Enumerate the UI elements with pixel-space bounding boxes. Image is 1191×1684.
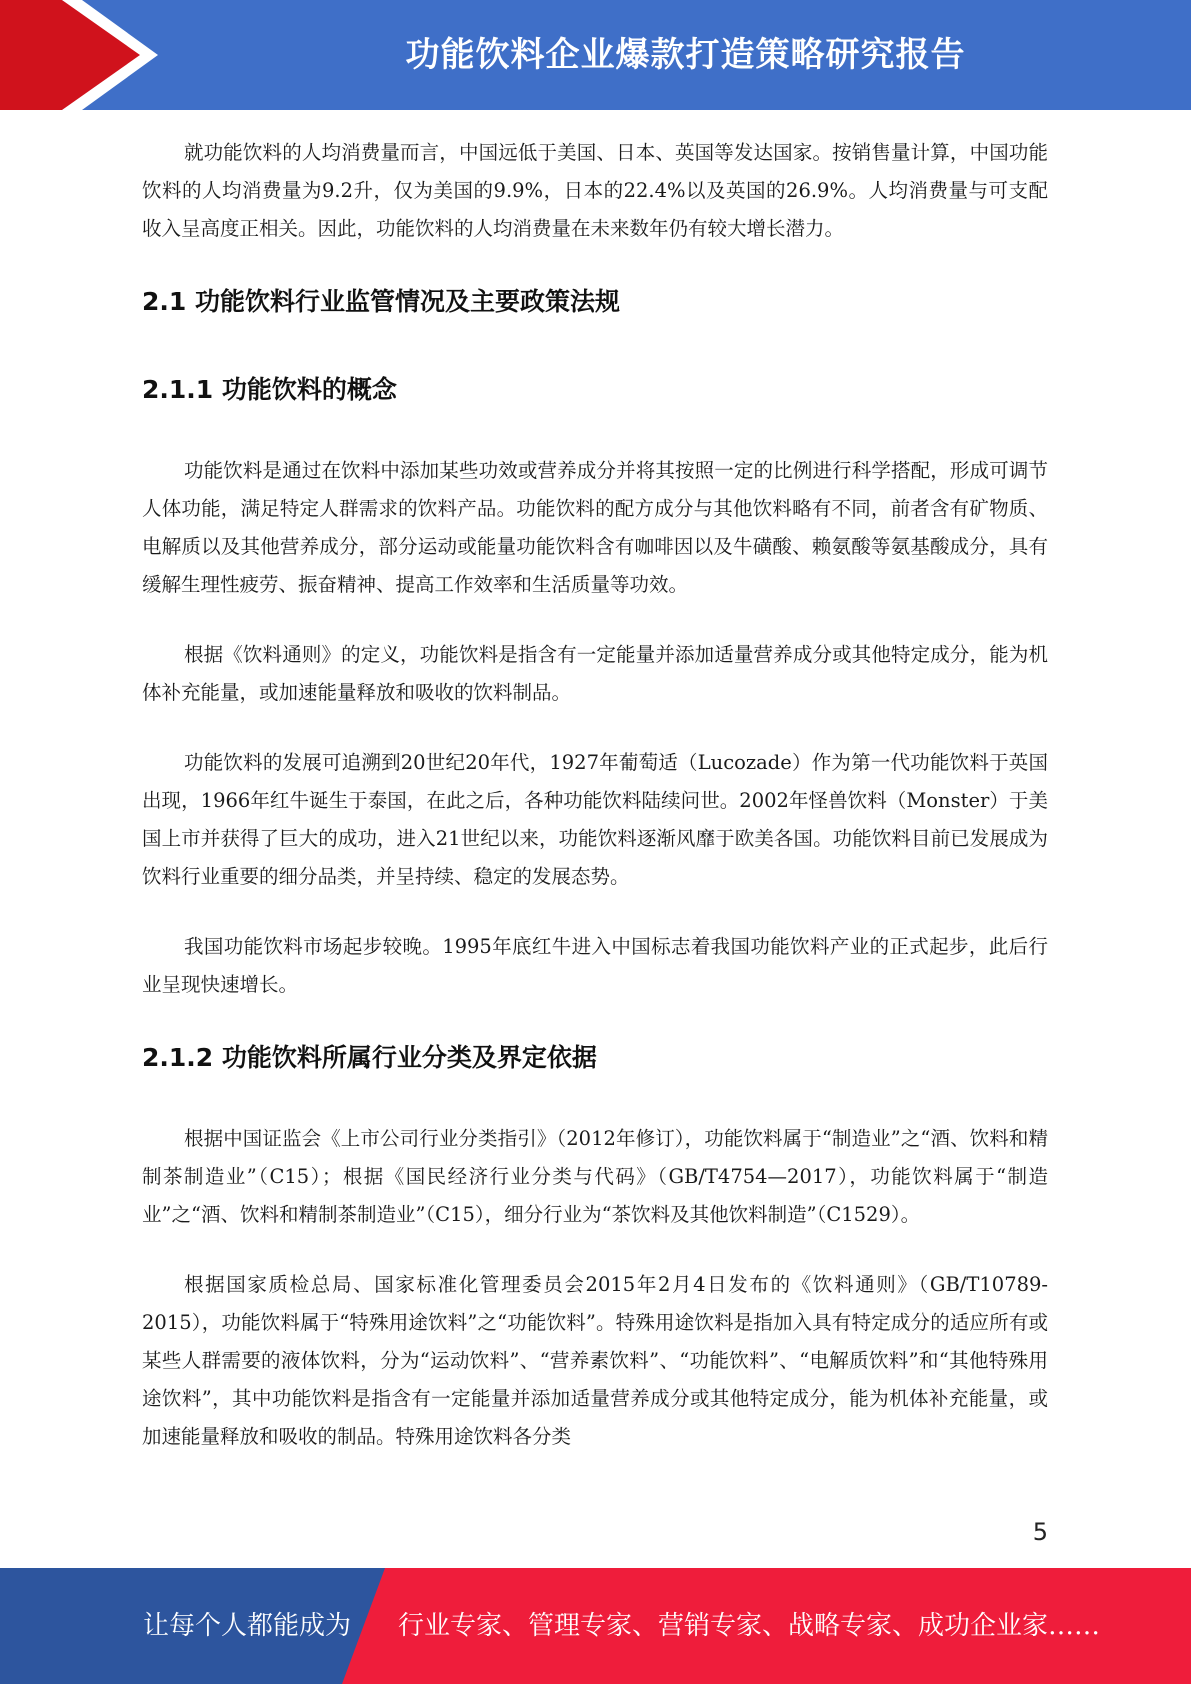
paragraph: 我国功能饮料市场起步较晚。1995年底红牛进入中国标志着我国功能饮料产业的正式起步，此后行业呈现快速增长。 [142, 935, 1048, 996]
footer-slogan-left: 让每个人都能成为 [143, 1611, 352, 1641]
header-banner [0, 0, 1191, 110]
footer-slogan-right: 行业专家、管理专家、营销专家、战略专家、成功企业家…… [398, 1611, 1101, 1641]
footer-banner [0, 1568, 1191, 1684]
section-heading-2-1-1: 2.1.1 功能饮料的概念 [142, 375, 397, 404]
paragraph: 根据中国证监会《上市公司行业分类指引》（2012年修订），功能饮料属于“制造业”之“酒、饮料和精制茶制造业”（C15）；根据《国民经济行业分类与代码》（GB/T4754—2017），功能饮料属于“制造业”之“酒、饮料和精制茶制造业”（C15），细分行业为“茶饮料及其他饮料制造”（C1529）。 [142, 1127, 1048, 1226]
paragraph: 根据《饮料通则》的定义，功能饮料是指含有一定能量并添加适量营养成分或其他特定成分，能为机体补充能量，或加速能量释放和吸收的饮料制品。 [142, 643, 1048, 704]
header-red-block [0, 0, 150, 110]
paragraph: 根据国家质检总局、国家标准化管理委员会2015年2月4日发布的《饮料通则》（GB/T10789-2015），功能饮料属于“特殊用途饮料”之“功能饮料”。特殊用途饮料是指加入具有特定成分的适应所有或某些人群需要的液体饮料，分为“运动饮料”、“营养素饮料”、“功能饮料”、“电解质饮料”和“其他特殊用途饮料”，其中功能饮料是指含有一定能量并添加适量营养成分或其他特定成分，能为机体补充能量，或加速能量释放和吸收的制品。特殊用途饮料各分类 [142, 1273, 1048, 1448]
page-number: 5 [1032, 1518, 1048, 1546]
paragraph: 功能饮料的发展可追溯到20世纪20年代，1927年葡萄适（Lucozade）作为第一代功能饮料于英国出现，1966年红牛诞生于泰国，在此之后，各种功能饮料陆续问世。2002年怪兽饮料（Monster）于美国上市并获得了巨大的成功，进入21世纪以来，功能饮料逐渐风靡于欧美各国。功能饮料目前已发展成为饮料行业重要的细分品类，并呈持续、稳定的发展态势。 [142, 751, 1049, 888]
section-heading-2-1-2: 2.1.2 功能饮料所属行业分类及界定依据 [142, 1043, 597, 1072]
document-body [142, 134, 1048, 1456]
paragraph: 功能饮料是通过在饮料中添加某些功效或营养成分并将其按照一定的比例进行科学搭配，形成可调节人体功能，满足特定人群需求的饮料产品。功能饮料的配方成分与其他饮料略有不同，前者含有矿物质、电解质以及其他营养成分，部分运动或能量功能饮料含有咖啡因以及牛磺酸、赖氨酸等氨基酸成分，具有缓解生理性疲劳、振奋精神、提高工作效率和生活质量等功效。 [142, 459, 1048, 596]
section-heading-2-1: 2.1 功能饮料行业监管情况及主要政策法规 [142, 287, 620, 316]
page-title: 功能饮料企业爆款打造策略研究报告 [405, 35, 966, 75]
intro-paragraph: 就功能饮料的人均消费量而言，中国远低于美国、日本、英国等发达国家。按销售量计算，中国功能饮料的人均消费量为9.2升，仅为美国的9.9%，日本的22.4%以及英国的26.9%。人均消费量与可支配收入呈高度正相关。因此，功能饮料的人均消费量在未来数年仍有较大增长潜力。 [142, 141, 1048, 240]
